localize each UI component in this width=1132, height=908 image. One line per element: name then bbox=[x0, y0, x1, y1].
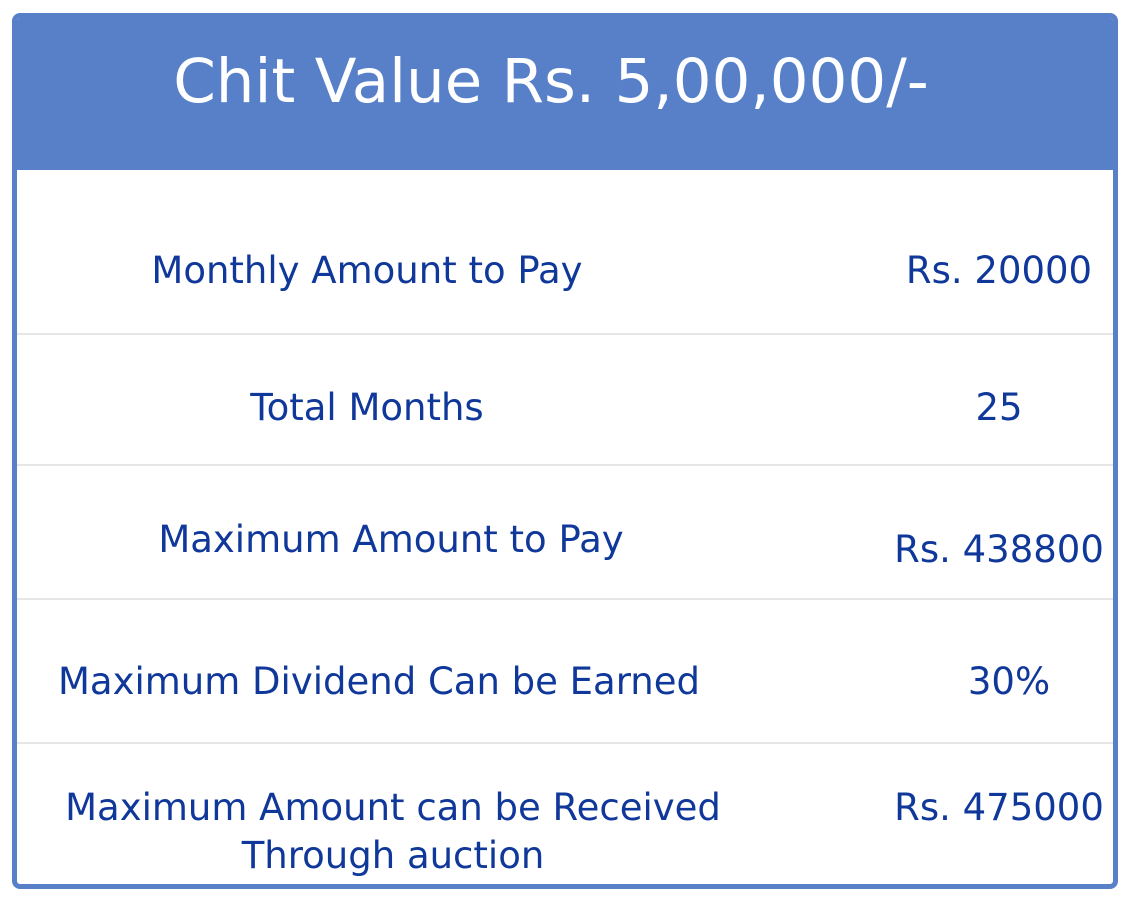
row-value-maximum-amount-to-pay: Rs. 438800 bbox=[894, 528, 1104, 571]
row-value-maximum-dividend: 30% bbox=[967, 660, 1051, 703]
chit-info-card bbox=[12, 13, 1118, 889]
row-value-monthly-amount: Rs. 20000 bbox=[905, 249, 1093, 292]
row-label-monthly-amount: Monthly Amount to Pay bbox=[151, 249, 583, 292]
row-value-total-months: 25 bbox=[975, 386, 1023, 429]
card-header bbox=[17, 18, 1113, 170]
row-divider bbox=[17, 333, 1113, 335]
row-label-maximum-amount-to-pay: Maximum Amount to Pay bbox=[158, 518, 624, 561]
row-value-maximum-received-auction: Rs. 475000 bbox=[894, 786, 1104, 829]
row-label-maximum-dividend: Maximum Dividend Can be Earned bbox=[57, 660, 700, 703]
chit-value-title: Chit Value Rs. 5,00,000/- bbox=[173, 46, 929, 117]
row-divider bbox=[17, 598, 1113, 600]
row-label-maximum-received-auction: Maximum Amount can be Received Through auction bbox=[65, 786, 721, 877]
row-divider bbox=[17, 742, 1113, 744]
row-divider bbox=[17, 464, 1113, 466]
row-label-total-months: Total Months bbox=[250, 386, 484, 429]
